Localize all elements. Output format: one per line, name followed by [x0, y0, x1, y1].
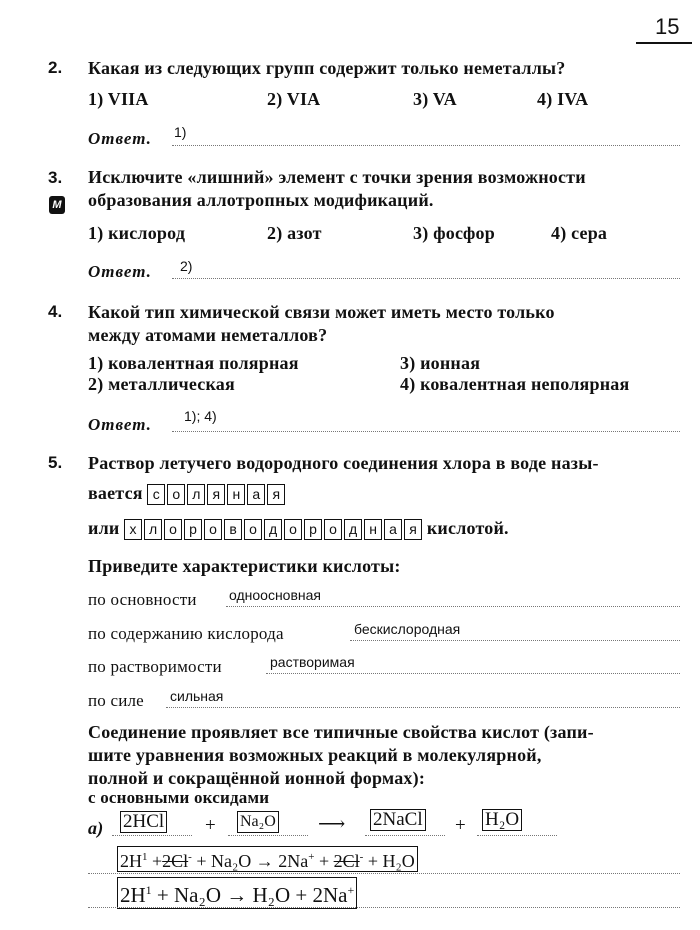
short-ionic-equation[interactable]	[117, 877, 357, 909]
line-prefix: вается	[88, 483, 143, 503]
letter-box[interactable]: о	[204, 519, 222, 540]
answer-line	[226, 606, 680, 607]
answer-line	[172, 145, 680, 146]
answer-line	[88, 873, 680, 874]
answer-line	[477, 835, 557, 836]
answer-line	[228, 835, 308, 836]
paragraph-line: Соединение проявляет все типичные свойства кислот (запи-	[88, 722, 594, 742]
question-text: образования аллотропных модификаций.	[88, 190, 434, 210]
letter-box[interactable]: л	[144, 519, 162, 540]
product-1[interactable]: 2NaCl	[370, 809, 426, 831]
answer-row-1	[88, 483, 285, 505]
letter-box[interactable]: я	[207, 484, 225, 505]
letter-box[interactable]: д	[344, 519, 362, 540]
option: 4) ковалентная неполярная	[400, 374, 630, 394]
option: 4) сера	[551, 223, 608, 243]
letter-box[interactable]: о	[164, 519, 182, 540]
option: 1) ковалентная полярная	[88, 353, 299, 373]
answer-value[interactable]: 2)	[180, 258, 193, 274]
answer-line	[266, 673, 680, 674]
reactant-1[interactable]: 2HCl	[120, 811, 167, 833]
letter-boxes-2[interactable]	[124, 519, 422, 540]
option: 4) IVA	[537, 89, 589, 109]
option: 2) VIA	[267, 89, 321, 109]
letter-box[interactable]: о	[167, 484, 185, 505]
letter-box[interactable]: о	[324, 519, 342, 540]
answer-line	[365, 835, 445, 836]
char-label: по растворимости	[88, 657, 222, 676]
eq-sup: -	[188, 851, 192, 863]
eq-cancelled: 2Cl	[333, 851, 360, 871]
letter-box[interactable]: я	[404, 519, 422, 540]
letter-box[interactable]: р	[184, 519, 202, 540]
plus-sign: +	[205, 815, 216, 836]
line-prefix: или	[88, 518, 120, 538]
eq-part: 2H	[120, 851, 142, 871]
item-label: а)	[88, 818, 104, 838]
letter-boxes-1[interactable]	[147, 484, 285, 505]
option: 3) фосфор	[413, 223, 495, 243]
letter-box[interactable]: л	[187, 484, 205, 505]
question-number: 5.	[48, 453, 63, 472]
line-suffix: кислотой.	[426, 518, 509, 538]
m-badge-icon: M	[49, 196, 65, 214]
option: 1) кислород	[88, 223, 186, 243]
question-number: 3.	[48, 168, 63, 187]
answer-label: Ответ.	[88, 129, 152, 148]
page-number-rule	[636, 42, 692, 44]
option: 2) азот	[267, 223, 322, 243]
eq-sup: 1	[145, 883, 152, 897]
arrow: ⟶	[318, 814, 346, 835]
eq-part: + Na₂O → 2Na	[191, 851, 309, 871]
question-number: 2.	[48, 58, 63, 77]
question-text: между атомами неметаллов?	[88, 325, 328, 345]
letter-box[interactable]: д	[264, 519, 282, 540]
eq-sup: +	[308, 851, 315, 863]
page-number: 15	[655, 14, 680, 39]
option: 1) VIIA	[88, 89, 149, 109]
char-label: по силе	[88, 691, 144, 710]
eq-part: +	[314, 851, 334, 871]
question-number: 4.	[48, 302, 63, 321]
question-text: Какой тип химической связи может иметь место только	[88, 302, 555, 322]
letter-box[interactable]: а	[247, 484, 265, 505]
letter-box[interactable]: я	[267, 484, 285, 505]
reactant-2[interactable]: Na₂O	[237, 811, 279, 833]
char-value[interactable]: одноосновная	[229, 587, 322, 603]
question-text: Какая из следующих групп содержит только неметаллы?	[88, 58, 566, 78]
answer-line	[166, 707, 680, 708]
char-value[interactable]: сильная	[170, 688, 224, 704]
eq-sup: -	[359, 851, 364, 863]
char-label: по содержанию кислорода	[88, 624, 284, 643]
eq-part: + Na₂O → H₂O + 2Na	[151, 883, 348, 907]
char-label: по основности	[88, 590, 197, 609]
letter-box[interactable]: х	[124, 519, 142, 540]
answer-line	[350, 640, 680, 641]
answer-line	[172, 431, 680, 432]
full-ionic-equation[interactable]	[117, 846, 418, 872]
letter-box[interactable]: н	[227, 484, 245, 505]
question-text: Исключите «лишний» элемент с точки зрения возможности	[88, 167, 586, 187]
paragraph-line: шите уравнения возможных реакций в молекулярной,	[88, 745, 542, 765]
prompt: Приведите характеристики кислоты:	[88, 556, 401, 576]
paragraph-line: полной и сокращённой ионной формах):	[88, 768, 426, 788]
eq-part: 2H	[120, 883, 146, 907]
char-value[interactable]: растворимая	[270, 654, 355, 670]
eq-part: +	[147, 851, 163, 871]
letter-box[interactable]: н	[364, 519, 382, 540]
answer-value[interactable]: 1)	[174, 124, 187, 140]
answer-value[interactable]: 1); 4)	[184, 408, 217, 424]
answer-line	[112, 835, 192, 836]
plus-sign: +	[455, 815, 466, 836]
product-2[interactable]: H₂O	[482, 809, 522, 831]
answer-row-2	[88, 518, 509, 540]
answer-label: Ответ.	[88, 262, 152, 281]
eq-part: + H₂O	[363, 851, 415, 871]
eq-cancelled: 2Cl	[162, 851, 189, 871]
letter-box[interactable]: о	[284, 519, 302, 540]
question-text: Раствор летучего водородного соединения хлора в воде назы-	[88, 453, 599, 473]
option: 2) металлическая	[88, 374, 235, 394]
eq-sup: 1	[142, 851, 148, 863]
letter-box[interactable]: а	[384, 519, 402, 540]
eq-sup: +	[347, 883, 355, 897]
subheading: с основными оксидами	[88, 788, 270, 807]
letter-box[interactable]: р	[304, 519, 322, 540]
answer-line	[88, 907, 680, 908]
option: 3) ионная	[400, 353, 481, 373]
letter-box[interactable]: о	[244, 519, 262, 540]
char-value[interactable]: бескислородная	[354, 621, 461, 637]
letter-box[interactable]: в	[224, 519, 242, 540]
letter-box[interactable]: с	[147, 484, 165, 505]
answer-label: Ответ.	[88, 415, 152, 434]
option: 3) VA	[413, 89, 457, 109]
answer-line	[172, 278, 680, 279]
